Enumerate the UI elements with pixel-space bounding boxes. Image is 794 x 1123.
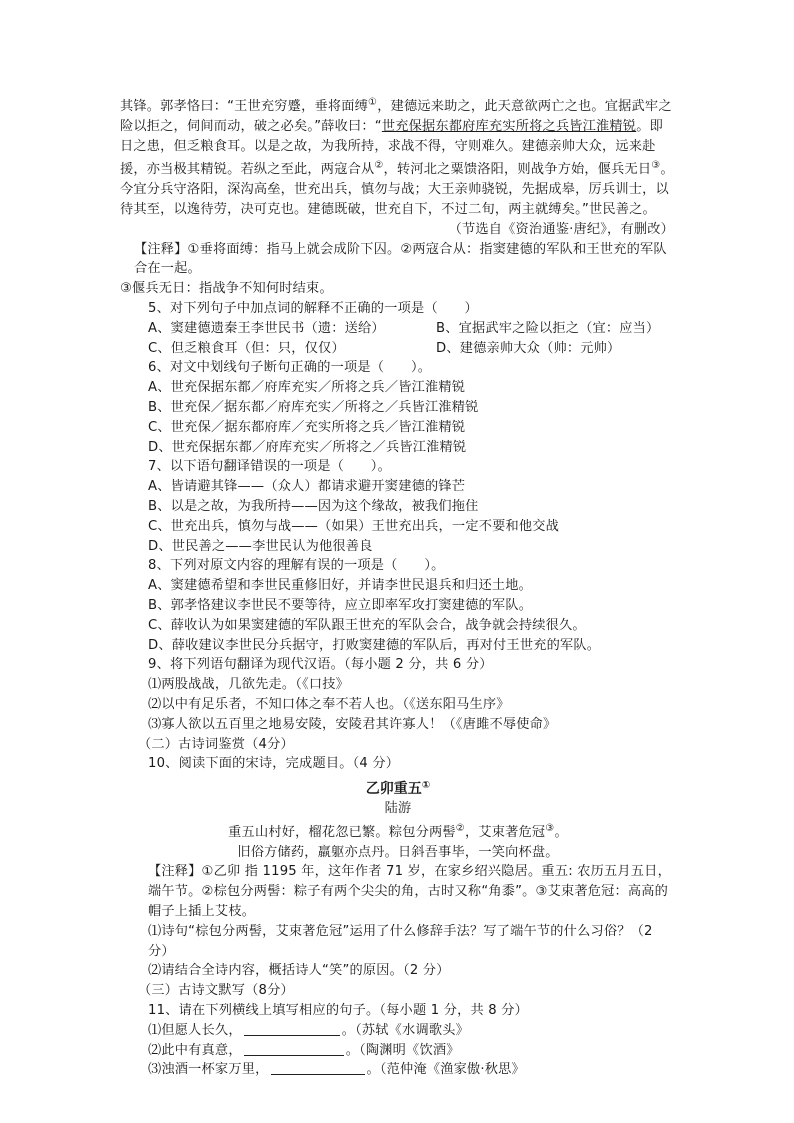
question-6: 6、对文中划线句子断句正确的一项是（ ）。 [148,360,432,376]
underlined-sentence: 世充保据东都府库充实所将之兵皆江淮精锐 [381,118,637,134]
footnote-mark: ① [368,97,378,108]
poem-line [120,819,676,843]
footnote-mark: ② [374,160,384,172]
poem-line: 旧俗方储药，羸躯亦点丹。日斜吾事毕，一笑向杯盘。 [237,844,559,860]
section-heading: （三）古诗文默写（8分） [138,983,294,999]
footnote-mark: ② [455,822,465,834]
poem-note: 【注释】①乙卯 指 1195 年，这年作者 71 岁，在家乡绍兴隐居。重五: 农历五月五日，端午节。②棕包分两髻：粽子有两个尖尖的角，古时又称“角黍”。③艾束著危冠：高高的帽子上插上艾枝。 [148,864,671,920]
poem-text: ，艾束著危冠 [464,824,546,840]
poem-author: 陆游 [384,801,412,817]
question-7: 7、以下语句翻译错误的一项是（ ）。 [148,459,391,475]
option-d: D、世民善之——李世民认为他很善良 [148,538,373,554]
q11-source: 。（苏轼《水调歌头》 [341,1022,469,1038]
question-11: 11、请在下列横线上填写相应的句子。（每小题 1 分，共 8 分） [148,1003,529,1019]
q11-prompt: ⑵此中有真意， [148,1042,242,1058]
question-8: 8、下列对原文内容的理解有误的一项是（ ）。 [148,558,445,574]
passage-paragraph [120,93,676,220]
q9-item: ⑴两股战战，几欲先走。（《口技》 [148,677,349,693]
footnote-mark: ③ [545,822,555,834]
q11-prompt: ⑴但愿人长久， [148,1022,242,1038]
option-b: B、世充保／据东都／府库充实／所将之／兵皆江淮精锐 [148,399,479,415]
q9-item: ⑵以中有足乐者，不知口体之奉不若人也。（《送东阳马生序》 [148,696,510,712]
passage-text: ，建德远来助之，此天意欲两亡之也。宜据武牢之险以拒之，伺间而动，破之必矣。”薛收曰：“ [120,99,672,134]
option-a: A、窦建德希望和李世民重修旧好，并请李世民退兵和归还土地。 [148,578,533,594]
passage-note: 【注释】①垂将面缚：指马上就会成阶下囚。②两寇合从：指窦建德的军队和王世充的军队合在一起。 [134,241,667,277]
q10-sub-1: ⑴诗句“棕包分两髻，艾束著危冠”运用了什么修辞手法？写了端午节的什么习俗？（2 分） [148,923,653,959]
passage-text: 。今宜分兵守洛阳，深沟高垒，世充出兵，慎勿与战；大王亲帅骁锐，先据成皋，厉兵训士，以待其至，以逸待劳，决可克也。建德既破，世充自下，不过二旬，两主就缚矣。”世民善之。 [120,162,674,217]
exam-page [120,93,676,1080]
q5-options-row [120,339,676,359]
option-c: C、世充保／据东都府库／充实所将之兵／皆江淮精锐 [148,419,466,435]
q11-source: 。（范仲淹《渔家傲·秋思》 [366,1062,525,1078]
q11-source: 。（陶渊明《饮酒》 [345,1042,460,1058]
option-d: D、薛收建议李世民分兵据守，打败窦建德的军队后，再对付王世充的军队。 [148,637,601,653]
question-10: 10、阅读下面的宋诗，完成题目。（4 分） [148,756,400,772]
passage-text: ，转河北之粟馈洛阳，则战争方始，偃兵无日 [383,162,652,178]
poem-text: 。 [554,824,568,840]
footnote-mark: ③ [651,160,661,172]
question-9: 9、将下列语句翻译为现代汉语。（每小题 2 分，共 6 分） [148,657,493,673]
passage-source: （节选自《资治通鉴·唐纪》，有删改） [448,221,674,237]
q11-prompt: ⑶浊酒一杯家万里， [148,1062,269,1078]
passage-text: 其锋。郭孝恪曰：“王世充穷蹙，垂将面缚 [120,99,369,114]
poem-title [120,776,676,799]
option-b: B、宜据武牢之险以拒之（宜：应当） [436,320,660,336]
answer-blank[interactable] [271,1062,365,1075]
option-c: C、世充出兵，慎勿与战——（如果）王世充出兵，一定不要和他交战 [148,518,560,534]
option-c: C、薛收认为如果窦建德的军队跟王世充的军队会合，战争就会持续很久。 [148,617,586,633]
option-a: A、皆请避其锋——（众人）都请求避开窦建德的锋芒 [148,479,466,495]
passage-text: 。即日之患，但乏粮食耳。以是之故，为我所持，求战不得，守则难久。建德亲帅大众，远来赴援，亦当极其精锐。若纵之至此，两寇合从 [120,118,663,178]
option-d: D、世充保据东都／府库充实／所将之／兵皆江淮精锐 [148,439,467,455]
poem-title-text: 乙卯重五 [365,781,422,798]
poem-text: 重五山村好，榴花忽已繁。粽包分两髻 [228,824,456,840]
answer-blank[interactable] [244,1043,344,1056]
passage-note-cont: ③偃兵无日：指战争不知何时结束。 [120,281,333,297]
section-heading: （二）古诗词鉴赏（4分） [138,736,294,752]
option-b: B、郭孝恪建议李世民不要等待，应立即率军攻打窦建德的军队。 [148,597,533,613]
q5-options-row [120,319,676,339]
q9-item: ⑶寡人欲以五百里之地易安陵，安陵君其许寡人！（《唐雎不辱使命》 [148,716,557,732]
q11-item [120,1041,676,1061]
question-5: 5、对下列句子中加点词的解释不正确的一项是（ ） [148,300,478,316]
option-a: A、窦建德遗秦王李世民书（遗：送给） [148,320,385,336]
option-c: C、但乏粮食耳（但：只，仅仅） [148,340,345,356]
option-a: A、世充保据东都／府库充实／所将之兵／皆江淮精锐 [148,380,466,396]
q11-item [120,1021,676,1041]
option-d: D、建德亲帅大众（帅：元帅） [436,340,621,356]
answer-blank[interactable] [244,1023,340,1036]
q10-sub-2: ⑵请结合全诗内容，概括诗人“笑”的原因。（2 分） [148,963,450,979]
footnote-mark: ① [421,780,431,792]
option-b: B、以是之故，为我所持——因为这个缘故，被我们拖住 [148,498,479,514]
q11-item [120,1060,676,1080]
